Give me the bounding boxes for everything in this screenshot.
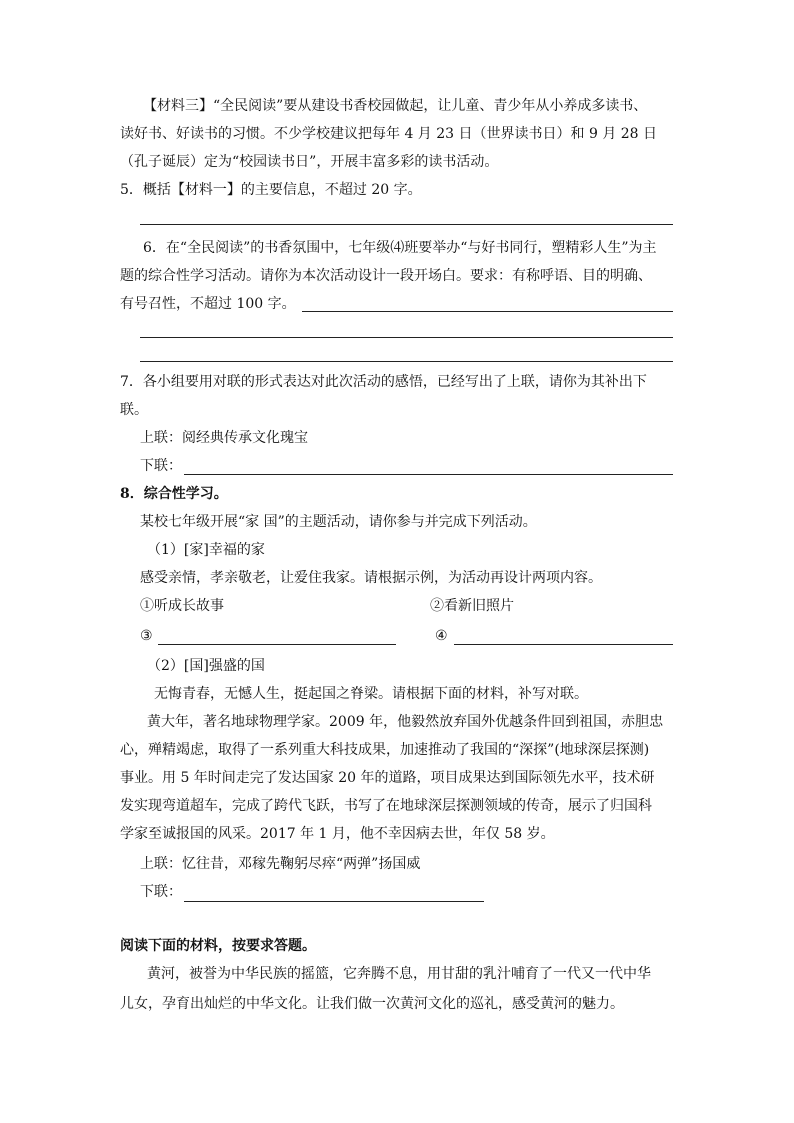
q6-answer-line-3[interactable] <box>140 361 673 362</box>
question-6-line3: 有号召性，不超过 100 字。 <box>120 296 296 312</box>
q8-item-3-label: ③ <box>140 628 153 644</box>
q8-item-2: ②看新旧照片 <box>430 598 514 614</box>
q8-part1-prompt: 感受亲情，孝亲敬老，让爱住我家。请根据示例，为活动再设计两项内容。 <box>140 570 602 586</box>
question-5-text: 5．概括【材料一】的主要信息，不超过 20 字。 <box>120 182 422 198</box>
q7-lower-answer-line[interactable] <box>184 474 673 475</box>
q8-part2-prompt: 无悔青春，无憾人生，挺起国之脊梁。请根据下面的材料，补写对联。 <box>154 686 588 702</box>
q8-material-line5: 学家至诚报国的风采。2017 年 1 月，他不幸因病去世，年仅 58 岁。 <box>120 826 555 842</box>
q8-material-line4: 发实现弯道超车，完成了跨代飞跃，书写了在地球深层探测领域的传奇，展示了归国科 <box>120 798 652 814</box>
q6-answer-line-2[interactable] <box>140 337 673 338</box>
reading-line2: 儿女，孕育出灿烂的中华文化。让我们做一次黄河文化的巡礼，感受黄河的魅力。 <box>120 996 624 1012</box>
q8-item-4-label: ④ <box>435 628 448 644</box>
q6-answer-line-1[interactable] <box>302 311 673 312</box>
question-6-line1: 6．在“全民阅读”的书香氛围中，七年级⑷班要举办“与好书同行，塑精彩人生”为主 <box>143 240 657 256</box>
q8-material-line1: 黄大年，著名地球物理学家。2009 年，他毅然放弃国外优越条件回到祖国，赤胆忠 <box>147 714 664 730</box>
q7-lower-couplet-label: 下联： <box>140 458 182 474</box>
q7-upper-couplet: 上联：阅经典传承文化瑰宝 <box>140 430 308 446</box>
q8-item-4-answer-line[interactable] <box>454 644 673 645</box>
q8-item-1: ①听成长故事 <box>140 598 224 614</box>
material3-line3: （孔子诞辰）定为“校园读书日”，开展丰富多彩的读书活动。 <box>120 154 499 170</box>
reading-instruction: 阅读下面的材料，按要求答题。 <box>120 938 316 954</box>
q8-material-line3: 事业。用 5 年时间走完了发达国家 20 年的道路，项目成果达到国际领先水平，技术研 <box>120 770 655 786</box>
q8-upper-couplet: 上联：忆往昔，邓稼先鞠躬尽瘁“两弹”扬国威 <box>140 856 421 872</box>
material3-line2: 读好书、好读书的习惯。不少学校建议把每年 4 月 23 日（世界读书日）和 9 月 28 日 <box>120 126 658 142</box>
q8-item-3-answer-line[interactable] <box>158 644 396 645</box>
material3-line1: 【材料三】“全民阅读”要从建设书香校园做起，让儿童、青少年从小养成多读书、 <box>143 98 648 114</box>
q8-lower-answer-line[interactable] <box>184 901 484 902</box>
question-6-line2: 题的综合性学习活动。请你为本次活动设计一段开场白。要求：有称呼语、目的明确、 <box>120 268 652 284</box>
q8-part1-heading: （1）[家]幸福的家 <box>147 542 265 558</box>
reading-line1: 黄河，被誉为中华民族的摇篮，它奔腾不息，用甘甜的乳汁哺育了一代又一代中华 <box>147 966 651 982</box>
question-8-title: 8．综合性学习。 <box>120 486 228 502</box>
q8-lower-couplet-label: 下联： <box>140 884 182 900</box>
q8-intro: 某校七年级开展“家 国”的主题活动，请你参与并完成下列活动。 <box>140 514 537 530</box>
question-7-line2: 联。 <box>120 402 148 418</box>
q8-material-line2: 心，殚精竭虑，取得了一系列重大科技成果，加速推动了我国的“深探”(地球深层探测) <box>120 742 650 758</box>
q5-answer-line[interactable] <box>140 224 673 225</box>
question-7-line1: 7．各小组要用对联的形式表达对此次活动的感悟，已经写出了上联，请你为其补出下 <box>120 374 647 390</box>
q8-part2-heading: （2）[国]强盛的国 <box>147 658 265 674</box>
